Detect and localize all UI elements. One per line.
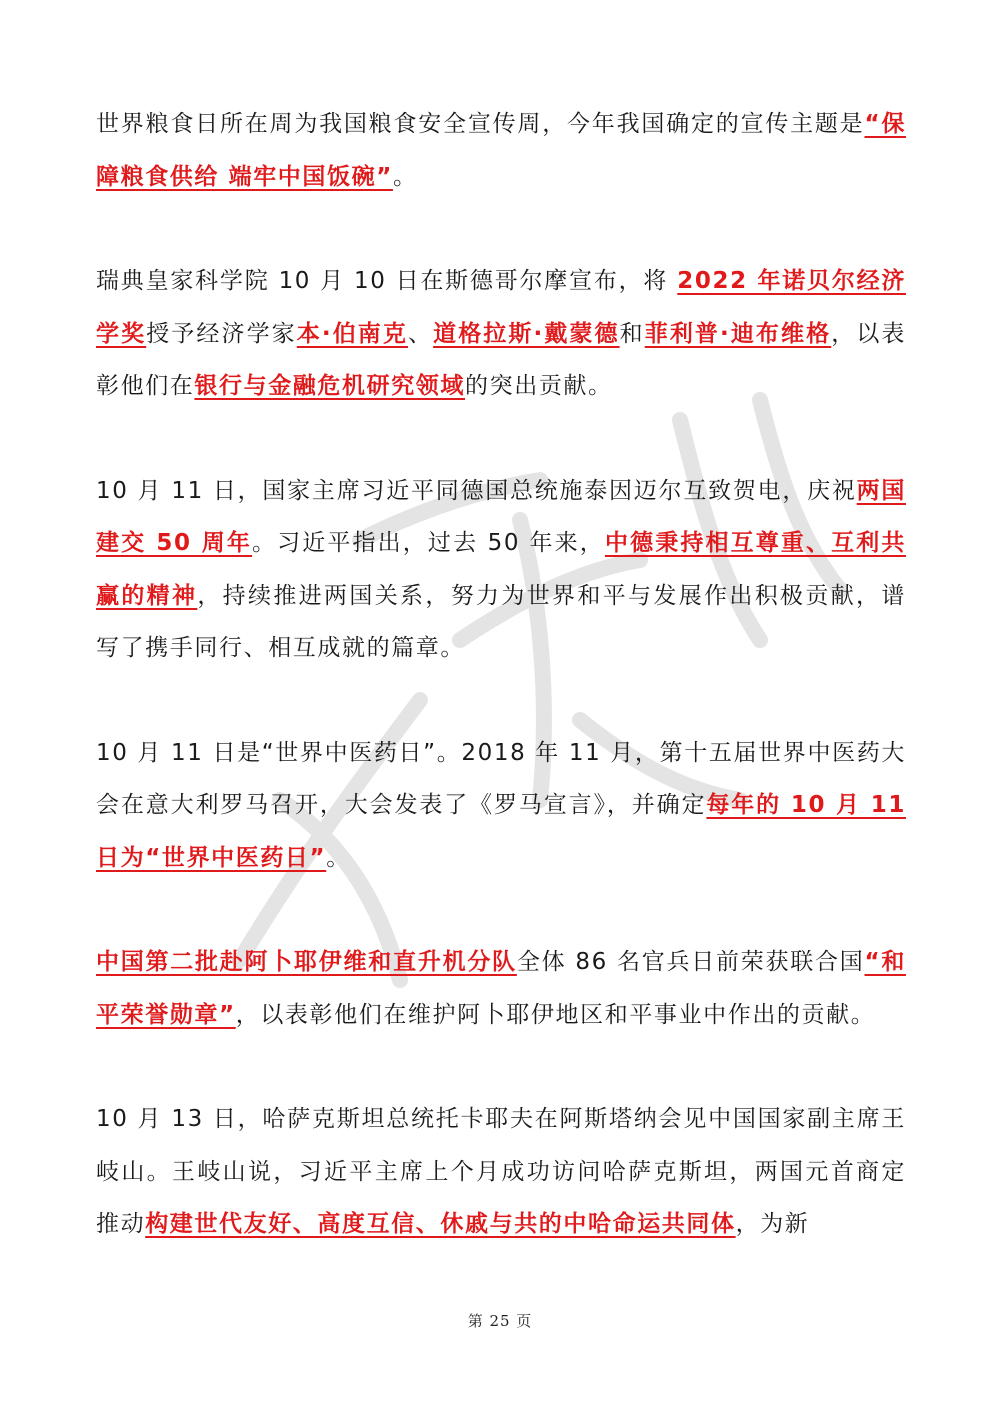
news-paragraph-1 [96,98,906,203]
highlighted-phrase: 中国第二批赴阿卜耶伊维和直升机分队 [96,949,517,975]
highlighted-phrase: 银行与金融危机研究领域 [194,373,466,399]
highlighted-phrase: 两国建交 50 周年 [96,477,906,556]
page-number: 第 25 页 [467,1312,533,1330]
highlighted-phrase: 菲利普·迪布维格 [644,320,832,347]
news-paragraph-5 [96,936,906,1041]
news-paragraph-2 [96,255,906,413]
body-text: 和 [619,320,645,347]
body-text: ，以表彰他们在 [96,320,907,399]
article-body [96,98,906,1303]
body-text: 10 月 13 日，哈萨克斯坦总统托卡耶夫在阿斯塔纳会见中国国家副主席王岐山。王岐山说，习近平主席上个月成功访问哈萨克斯坦，两国元首商定推动 [96,1106,906,1237]
news-paragraph-6 [96,1093,906,1251]
highlighted-phrase: 每年的 10 月 11 日为“世界中医药日” [96,792,906,871]
body-text: ，为新 [735,1211,810,1237]
highlighted-phrase: 构建世代友好、高度互信、休戚与共的中哈命运共同体 [145,1211,736,1237]
body-text: 的突出贡献。 [465,373,613,399]
body-text: 全体 86 名官兵日前荣获联合国 [516,949,865,975]
body-text: 10 月 11 日，国家主席习近平同德国总统施泰因迈尔互致贺电，庆祝 [96,477,857,504]
body-text: 。 [392,163,418,190]
highlighted-phrase: “保障粮食供给 端牢中国饭碗” [96,111,906,190]
body-text: 。 [326,844,351,871]
news-paragraph-3 [96,465,906,675]
highlighted-phrase: 中德秉持相互尊重、互利共赢的精神 [96,530,906,609]
body-text: 世界粮食日所在周为我国粮食安全宣传周，今年我国确定的宣传主题是 [96,111,865,137]
body-text: ，持续推进两国关系，努力为世界和平与发展作出积极贡献，谱写了携手同行、相互成就的篇章。 [96,582,906,661]
body-text: 10 月 11 日是“世界中医药日”。2018 年 11 月，第十五届世界中医药大会在意大利罗马召开，大会发表了《罗马宣言》，并确定 [96,739,906,818]
body-text: 授予经济学家 [146,320,297,347]
highlighted-phrase: 本·伯南克 [296,320,408,347]
highlighted-phrase: “和平荣誉勋章” [96,949,906,1028]
body-text: 、 [408,320,434,347]
body-text: ，以表彰他们在维护阿卜耶伊地区和平事业中作出的贡献。 [235,1001,876,1028]
news-paragraph-4 [96,727,906,885]
highlighted-phrase: 2022 年诺贝尔经济学奖 [96,268,906,347]
body-text: 。习近平指出，过去 50 年来， [252,530,605,556]
highlighted-phrase: 道格拉斯·戴蒙德 [433,320,620,347]
body-text: 瑞典皇家科学院 10 月 10 日在斯德哥尔摩宣布，将 [96,268,678,294]
